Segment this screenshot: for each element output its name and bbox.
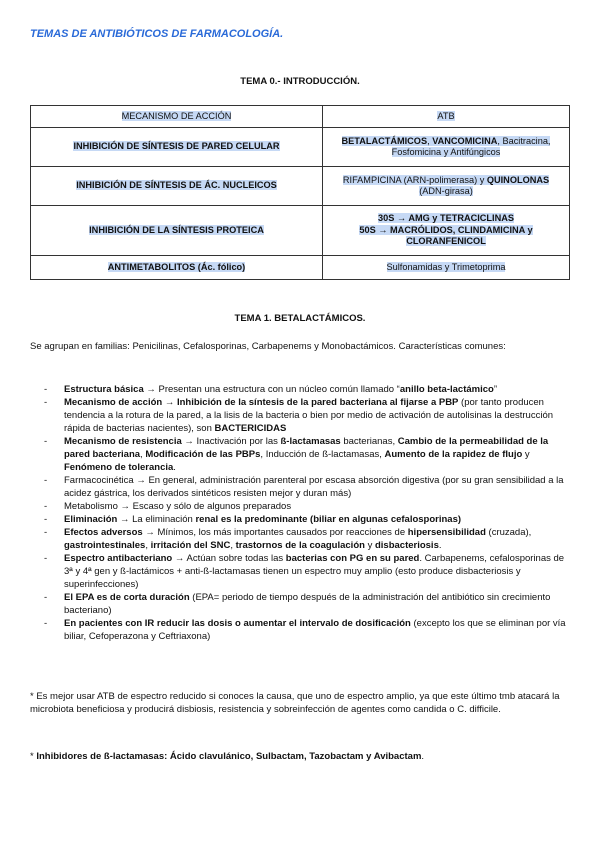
tema0-heading: TEMA 0.- INTRODUCCIÓN. xyxy=(240,76,360,87)
bold-text: Mecanismo de resistencia xyxy=(64,436,182,447)
text-run: ” xyxy=(493,384,498,395)
text-run: → Mínimos, los más importantes causados por reacciones de xyxy=(142,527,408,538)
bold-text: renal es la predominante (biliar en algunas cefalosporinas) xyxy=(195,514,462,525)
text-run: (por tanto producen tendencia a la rotura de la pared, a la lisis de la bacteria o bien por medio de activación de autolisinas la destrucción rápida de bacterias nacientes), son xyxy=(64,397,554,434)
header-mechanism xyxy=(31,106,323,128)
mechanism-cell xyxy=(31,128,323,167)
text-run: → Actúan sobre todas las xyxy=(172,553,286,564)
text-run: → xyxy=(162,397,177,408)
bold-text: hipersensibilidad xyxy=(407,527,486,538)
table-row xyxy=(31,128,570,167)
bold-text: Efectos adversos xyxy=(64,527,143,538)
text-run: Metabolismo → Escaso y sólo de algunos preparados xyxy=(64,501,292,512)
text-run: , Inducción de ß-lactamasas, xyxy=(260,449,385,460)
bold-text: El EPA es de corta duración xyxy=(64,592,190,603)
bold-text: Mecanismo de acción xyxy=(64,397,163,408)
table-row xyxy=(31,256,570,280)
note-antibiotic-spectrum: * Es mejor usar ATB de espectro reducido si conoces la causa, que uno de espectro amplio, ya que este último tmb atacará la microbiota beneficiosa y producirá disbiosis, resistencia y sobreinfección de agentes como candida o C. difficile. xyxy=(30,691,560,715)
mechanism-label: INHIBICIÓN DE LA SÍNTESIS PROTEICA xyxy=(89,224,264,235)
text-run: . Carbapenems, cefalosporinas de 3ª y 4ª gen y ß-lactámicos + anti-ß-lactamasas tienen un espectro muy amplio (esto produce disbacteriosis y superinfecciones) xyxy=(64,553,565,590)
bold-text: anillo beta-lactámico xyxy=(399,384,494,395)
bold-text: bacterias con PG en su pared xyxy=(285,553,420,564)
text-run: . xyxy=(438,540,442,551)
list-item xyxy=(30,474,570,500)
text-run: . xyxy=(173,462,176,473)
mechanism-cell xyxy=(31,256,323,280)
note-beta-lactamase-inhibitors xyxy=(30,750,570,763)
atb-cell xyxy=(323,167,570,206)
bold-text: BACTERICIDAS xyxy=(214,423,287,434)
text-run: * xyxy=(30,751,37,762)
header-atb xyxy=(323,106,570,128)
atb-line-30s: 30S → AMG y TETRACICLINAS xyxy=(378,213,514,224)
text-run: , xyxy=(140,449,146,460)
bold-text: BETALACTÁMICOS xyxy=(341,135,428,146)
bold-text: Aumento de la rapidez de flujo xyxy=(384,449,523,460)
bold-text: Inhibición de la síntesis de la pared bacteriana al fijarse a PBP xyxy=(176,397,459,408)
bold-text: Estructura básica xyxy=(64,384,144,395)
text-run: , xyxy=(427,135,433,146)
mechanism-cell xyxy=(31,167,323,206)
table-row xyxy=(31,206,570,256)
text-run: → Presentan una estructura con un núcleo común llamado “ xyxy=(143,384,400,395)
features-list xyxy=(30,383,570,643)
mechanism-label: INHIBICIÓN DE SÍNTESIS DE PARED CELULAR xyxy=(73,141,280,152)
atb-cell xyxy=(323,256,570,280)
intro-paragraph: Se agrupan en familias: Penicilinas, Cefalosporinas, Carbapenems y Monobactámicos. Características comunes: xyxy=(30,341,506,352)
text-run: → La eliminación xyxy=(117,514,196,525)
list-item xyxy=(30,617,570,643)
text-run: (cruzada), xyxy=(485,527,532,538)
list-item xyxy=(30,513,570,526)
bold-text: irritación del SNC xyxy=(150,540,231,551)
bold-text: QUINOLONAS xyxy=(486,174,550,185)
text-run: y xyxy=(522,449,530,460)
bold-text: En pacientes con IR reducir las dosis o aumentar el intervalo de dosificación xyxy=(64,618,411,629)
bold-text: Cambio de la permeabilidad de la pared bacteriana xyxy=(64,436,549,460)
bold-text: gastrointestinales xyxy=(64,540,146,551)
header-mechanism-label: MECANISMO DE ACCIÓN xyxy=(121,110,232,121)
text-run: , xyxy=(230,540,236,551)
header-atb-label: ATB xyxy=(437,110,455,121)
bold-text: Inhibidores de ß-lactamasas: Ácido clavulánico, Sulbactam, Tazobactam y Avibactam xyxy=(36,751,422,762)
text-run: (ADN-girasa) xyxy=(419,186,473,196)
text-run: . xyxy=(421,751,425,762)
text-run: , xyxy=(145,540,151,551)
atb-label: Sulfonamidas y Trimetoprima xyxy=(386,261,506,272)
table-row xyxy=(31,167,570,206)
text-run: bacterianas, xyxy=(340,436,398,447)
text-run: (EPA= periodo de tiempo después de la administración del antibiótico sin crecimiento bacteriano) xyxy=(64,592,551,616)
mechanism-label: ANTIMETABOLITOS (Ác. fólico) xyxy=(107,261,246,272)
atb-cell xyxy=(323,128,570,167)
bold-text: ß-lactamasas xyxy=(280,436,341,447)
tema1-heading: TEMA 1. BETALACTÁMICOS. xyxy=(234,313,366,324)
text-run: → Inactivación por las xyxy=(181,436,281,447)
list-item xyxy=(30,383,570,396)
list-item xyxy=(30,396,570,435)
bold-text: VANCOMICINA xyxy=(432,135,498,146)
text-run: y xyxy=(364,540,375,551)
bold-text: disbacteriosis xyxy=(374,540,439,551)
table-header-row xyxy=(31,106,570,128)
text-run: RIFAMPICINA (ARN-polimerasa) y xyxy=(342,174,487,185)
text-run: , Bacitracina, Fosfomicina y Antifúngicos xyxy=(391,135,551,157)
list-item xyxy=(30,591,570,617)
text-run: (excepto los que se eliminan por vía biliar, Cefoperazona y Ceftriaxona) xyxy=(64,618,566,642)
mechanism-cell xyxy=(31,206,323,256)
bold-text: Eliminación xyxy=(64,514,118,525)
list-item xyxy=(30,435,570,474)
bold-text: Modificación de las PBPs xyxy=(145,449,261,460)
list-item xyxy=(30,500,570,513)
list-item xyxy=(30,526,570,552)
atb-line-50s: 50S → MACRÓLIDOS, CLINDAMICINA y CLORANFENICOL xyxy=(359,224,533,247)
mechanism-table xyxy=(30,105,570,280)
mechanism-label: INHIBICIÓN DE SÍNTESIS DE ÁC. NUCLEICOS xyxy=(76,180,277,191)
bold-text: Fenómeno de tolerancia xyxy=(64,462,174,473)
text-run: Farmacocinética → En general, administración parenteral por escasa absorción digestiva (por su gran sensibilidad a la acidez gástrica, los derivados sintéticos resisten mejor y duran más) xyxy=(64,475,564,499)
bold-text: Espectro antibacteriano xyxy=(64,553,173,564)
atb-cell xyxy=(323,206,570,256)
bold-text: trastornos de la coagulación xyxy=(235,540,365,551)
document-title: TEMAS DE ANTIBIÓTICOS DE FARMACOLOGÍA. xyxy=(30,28,284,40)
list-item xyxy=(30,552,570,591)
